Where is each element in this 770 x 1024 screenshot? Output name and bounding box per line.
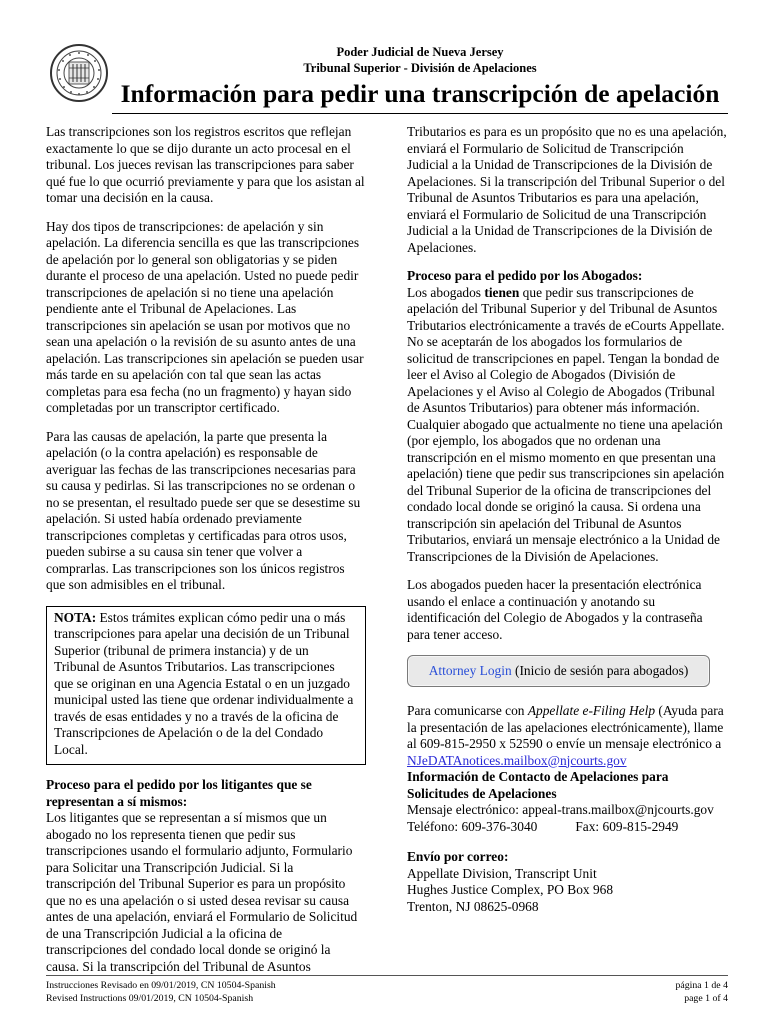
efiling-help-name: Appellate e-Filing Help [527, 703, 656, 718]
attorney-login-link[interactable]: Attorney Login [428, 663, 512, 678]
litigants-heading: Proceso para el pedido por los litigantes que se representan a sí mismos: [46, 777, 312, 809]
attorneys-text-start: Los abogados [407, 284, 485, 300]
responsibility-paragraph: Para las causas de apelación, la parte que presenta la apelación (o la contra apelación) es responsable de averiguar las fechas de las transcripciones necesarias para su causa y pedirlas. Si las transcripciones no se ordenan o no se presentan, el resultado puede ser que se desestime su apelación. Si usted había ordenado previamente transcripciones completas y certificadas para otros usos, pueden subirse a su causa sin tener que volver a comprarlas. Las transcripciones son los únicos registros que son admisibles en el tribunal. [46, 428, 361, 592]
note-label: NOTA: [54, 609, 97, 625]
footer-divider [46, 975, 728, 976]
footer-revision-english: Revised Instructions 09/01/2019, CN 10504-Spanish [46, 992, 254, 1004]
phone-number: Teléfono: 609-376-3040 [407, 818, 538, 834]
note-text: Estos trámites explican cómo pedir una o más transcripciones para apelar una decisión de un Tribunal Superior (tribunal de primera instancia) y de un Tribunal de Asuntos Tributarios. Las transcripciones que se originan en una Agencia Estatal o en un juzgado municipal usted las tiene que ordenar individualmente a través de esas entidades y no a través de la oficina de Transcripciones de Apelación o de la del Condado Local. [54, 609, 354, 757]
page-number-spanish: página 1 de 4 [675, 980, 728, 991]
types-paragraph: Hay dos tipos de transcripciones: de apelación y sin apelación. La diferencia sencilla es que las transcripciones de apelación por lo general son obligatorias y se piden durante el proceso de una apelación. Usted no puede pedir transcripciones de apelación si no tiene una apelación pendiente ante el Tribunal de Apelaciones. Las transcripciones sin apelación se usan por motivos que no sean una apelación o la revisión de su asunto antes de una apelación. Las transcripciones sin apelación se pueden usar más tarde en su apelación con tal que sean las actas completas para esa fecha (no un fragmento) y hayan sido completadas por un transcriptor certificado. [46, 218, 364, 415]
fax-number: Fax: 609-815-2949 [575, 818, 679, 834]
appeal-email-line: Mensaje electrónico: appeal-trans.mailbox@njcourts.gov [407, 802, 714, 817]
title-divider [112, 113, 728, 114]
contact-email-link[interactable]: NJeDATAnotices.mailbox@njcourts.gov [407, 752, 627, 768]
court-name: Poder Judicial de Nueva Jersey [336, 45, 504, 59]
attorney-login-caption: (Inicio de sesión para abogados) [511, 663, 689, 678]
page-number-english: page 1 of 4 [684, 992, 728, 1004]
footer-revision-spanish: Instrucciones Revisado en 09/01/2019, CN 10504-Spanish [46, 980, 276, 991]
right-column [407, 124, 727, 915]
mail-heading: Envío por correo: [407, 849, 509, 864]
attorneys-paragraph [407, 285, 727, 566]
intro-paragraph: Las transcripciones son los registros escritos que reflejan exactamente lo que se dijo durante un acto procesal en el tribunal. Los jueces revisan las transcripciones para saber qué fue lo que ocurrió previamente y para que los asistan al tomar una decisión en la causa. [46, 124, 365, 205]
contact-paragraph [407, 703, 727, 753]
attorneys-emphasis: tienen [484, 284, 520, 300]
division-name: Tribunal Superior - División de Apelaciones [303, 61, 537, 75]
contact-text-rest: (Ayuda para la presentación de las apelaciones electrónicamente), llame al 609-815-2950 x 52590 o envíe un mensaje electrónico a [407, 703, 724, 751]
mail-address-line-3: Trenton, NJ 08625-0968 [407, 898, 539, 914]
mail-address-line-1: Appellate Division, Transcript Unit [407, 865, 597, 881]
contact-text-start: Para comunicarse con [407, 703, 528, 718]
attorney-login-button[interactable] [407, 655, 710, 687]
court-seal-icon [50, 44, 108, 102]
footer-left [46, 980, 446, 1005]
attorneys-heading: Proceso para el pedido por los Abogados: [407, 268, 643, 283]
footer-right [528, 980, 728, 1005]
contact-info-heading: Información de Contacto de Apelaciones para Solicitudes de Apelaciones [407, 769, 669, 801]
note-box [46, 606, 366, 766]
mail-address-line-2: Hughes Justice Complex, PO Box 968 [407, 882, 614, 897]
continuation-paragraph: Tributarios es para es un propósito que no es una apelación, enviará el Formulario de Solicitud de Transcripción Judicial a la Unidad de Transcripciones de la División de Apelaciones. Si la transcripción del Tribunal Superior o del Tribunal de Asuntos Tributarios es para una apelación, enviará el Formulario de Solicitud de una Transcripción Judicial a la Unidad de Transcripciones de la División de Apelaciones. [407, 124, 727, 255]
efile-paragraph: Los abogados pueden hacer la presentación electrónica usando el enlace a continuación y anotando su identificación del Colegio de Abogados y la contraseña para tener acceso. [407, 577, 703, 642]
phone-fax-line [407, 819, 727, 836]
page-title: Información para pedir una transcripción de apelación [120, 79, 720, 108]
contact-email-line [407, 753, 727, 770]
litigants-paragraph: Los litigantes que se representan a sí mismos que un abogado no los representa tienen que pedir sus transcripciones usando el formulario adjunto, Formulario para Solicitar una Transcripción Judicial. Si la transcripción del Tribunal Superior es para un propósito que no es una apelación o si usted desea revisar su causa antes de una apelación, enviará el Formulario de Solicitud de una Transcripción Judicial a la oficina de transcripciones del condado local donde se originó la causa. Si la transcripción del Tribunal de Asuntos [46, 810, 358, 974]
attorneys-text-rest: que pedir sus transcripciones de apelación del Tribunal Superior y del Tribunal de Asuntos Tributarios electrónicamente a través de eCourts Appellate. No se aceptarán de los abogados los formularios de solicitud de transcripciones en papel. Tengan la bondad de leer el Aviso al Colegio de Abogados (División de Apelaciones y el Aviso al Colegio de Abogados (Tribunal de Asuntos Tributarios) para obtener más información. Cualquier abogado que actualmente no tiene una apelación (por ejemplo, los abogados que no ordenan una transcripción en el mismo momento en que presentan una apelación) tiene que pedir sus transcripciones sin apelación del Tribunal Superior de la oficina de transcripciones del condado local donde se originó la causa. Si ordena una transcripción sin apelación del Tribunal de Asuntos Tributarios, enviará un mensaje electrónico a la Unidad de Transcripciones de la División de Apelaciones. [407, 284, 725, 564]
left-column [46, 124, 366, 975]
